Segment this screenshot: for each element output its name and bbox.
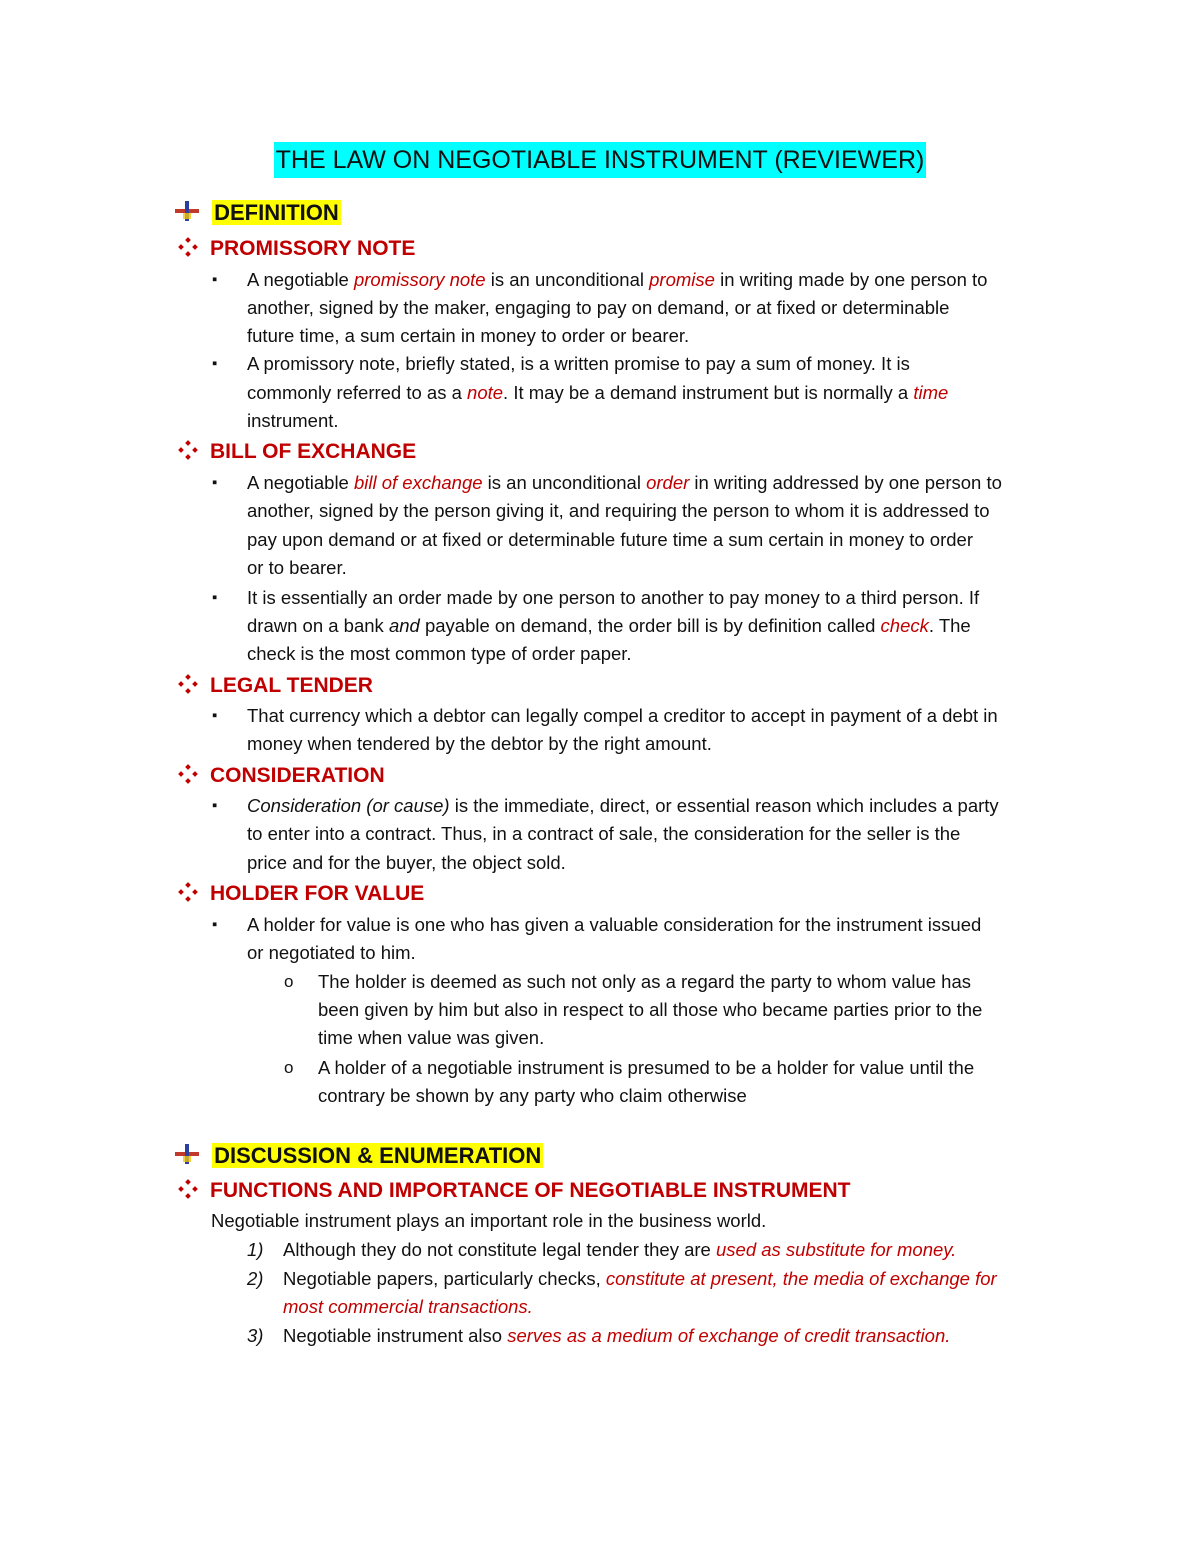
diamond-bullet-icon	[178, 764, 198, 784]
list-number: 3)	[247, 1325, 264, 1346]
diamond-bullet-icon	[178, 237, 198, 257]
subsection-heading: PROMISSORY NOTE	[210, 237, 416, 260]
paragraph-line: been given by him but also in respect to all those who became parties prior to the	[318, 999, 983, 1020]
section-discussion	[174, 1141, 543, 1171]
square-bullet-icon: ▪	[212, 589, 218, 606]
paragraph-line: That currency which a debtor can legally compel a creditor to accept in payment of a debt in	[247, 705, 998, 726]
subsection-heading: BILL OF EXCHANGE	[210, 440, 417, 463]
paragraph-line: check is the most common type of order paper.	[247, 643, 632, 664]
paragraph-line: instrument.	[247, 410, 339, 431]
subsection-consideration	[178, 761, 385, 791]
paragraph-line: A holder of a negotiable instrument is presumed to be a holder for value until the	[318, 1057, 975, 1078]
paragraph-line: another, signed by the person giving it, and requiring the person to whom it is addressed to	[247, 500, 990, 521]
subsection-functions	[178, 1176, 850, 1206]
section-definition	[174, 198, 341, 228]
subsection-holder-for-value	[178, 879, 424, 909]
paragraph-line: or to bearer.	[247, 557, 347, 578]
square-bullet-icon: ▪	[212, 474, 218, 491]
paragraph-line: contrary be shown by any party who claim otherwise	[318, 1085, 747, 1106]
document-title: THE LAW ON NEGOTIABLE INSTRUMENT (REVIEWER)	[274, 142, 927, 178]
square-bullet-icon: ▪	[212, 355, 218, 372]
square-bullet-icon: ▪	[212, 797, 218, 814]
paragraph-line: price and for the buyer, the object sold.	[247, 852, 566, 873]
list-number: 2)	[247, 1268, 264, 1289]
paragraph-line: another, signed by the maker, engaging to pay on demand, or at fixed or determinable	[247, 297, 950, 318]
paragraph-line: A negotiable bill of exchange is an unconditional order in writing addressed by one person to	[247, 472, 1002, 493]
list-item: Negotiable instrument also serves as a medium of exchange of credit transaction.	[283, 1325, 951, 1346]
diamond-bullet-icon	[178, 882, 198, 902]
paragraph-line: pay upon demand or at fixed or determinable future time a sum certain in money to order	[247, 529, 973, 550]
square-bullet-icon: ▪	[212, 707, 218, 724]
paragraph-line: It is essentially an order made by one person to another to pay money to a third person. If	[247, 587, 980, 608]
square-bullet-icon: ▪	[212, 916, 218, 933]
subsection-heading: CONSIDERATION	[210, 764, 385, 787]
paragraph-line: to enter into a contract. Thus, in a contract of sale, the consideration for the seller is the	[247, 823, 961, 844]
diamond-bullet-icon	[178, 1179, 198, 1199]
paragraph-line: Consideration (or cause) is the immediate, direct, or essential reason which includes a party	[247, 795, 999, 816]
section-label: DEFINITION	[214, 200, 339, 225]
diamond-bullet-icon	[178, 440, 198, 460]
list-item-continuation: most commercial transactions.	[283, 1296, 533, 1317]
paragraph-line: A holder for value is one who has given a valuable consideration for the instrument issued	[247, 914, 982, 935]
pushpin-icon	[174, 199, 200, 223]
diamond-bullet-icon	[178, 674, 198, 694]
square-bullet-icon: ▪	[212, 271, 218, 288]
subsection-legal-tender	[178, 671, 373, 701]
paragraph-line: The holder is deemed as such not only as a regard the party to whom value has	[318, 971, 972, 992]
paragraph-line: future time, a sum certain in money to order or bearer.	[247, 325, 690, 346]
paragraph-line: time when value was given.	[318, 1027, 545, 1048]
subsection-promissory-note	[178, 234, 415, 264]
paragraph-line: A promissory note, briefly stated, is a written promise to pay a sum of money. It is	[247, 353, 910, 374]
subsection-heading: HOLDER FOR VALUE	[210, 882, 425, 905]
title-container	[0, 142, 1200, 178]
paragraph-line: A negotiable promissory note is an unconditional promise in writing made by one person to	[247, 269, 988, 290]
intro-text: Negotiable instrument plays an important role in the business world.	[211, 1210, 767, 1231]
paragraph-line: drawn on a bank and payable on demand, the order bill is by definition called check. The	[247, 615, 971, 636]
pushpin-icon	[174, 1142, 200, 1166]
circle-bullet-icon: o	[284, 972, 294, 991]
paragraph-line: or negotiated to him.	[247, 942, 416, 963]
circle-bullet-icon: o	[284, 1058, 294, 1077]
list-item: Negotiable papers, particularly checks, constitute at present, the media of exchange for	[283, 1268, 997, 1289]
subsection-heading: LEGAL TENDER	[210, 674, 373, 697]
list-item: Although they do not constitute legal tender they are used as substitute for money.	[283, 1239, 957, 1260]
paragraph-line: commonly referred to as a note. It may be a demand instrument but is normally a time	[247, 382, 949, 403]
subsection-heading: FUNCTIONS AND IMPORTANCE OF NEGOTIABLE INSTRUMENT	[210, 1179, 851, 1202]
list-number: 1)	[247, 1239, 264, 1260]
subsection-bill-of-exchange	[178, 437, 416, 467]
section-label: DISCUSSION & ENUMERATION	[214, 1143, 542, 1168]
paragraph-line: money when tendered by the debtor by the right amount.	[247, 733, 712, 754]
